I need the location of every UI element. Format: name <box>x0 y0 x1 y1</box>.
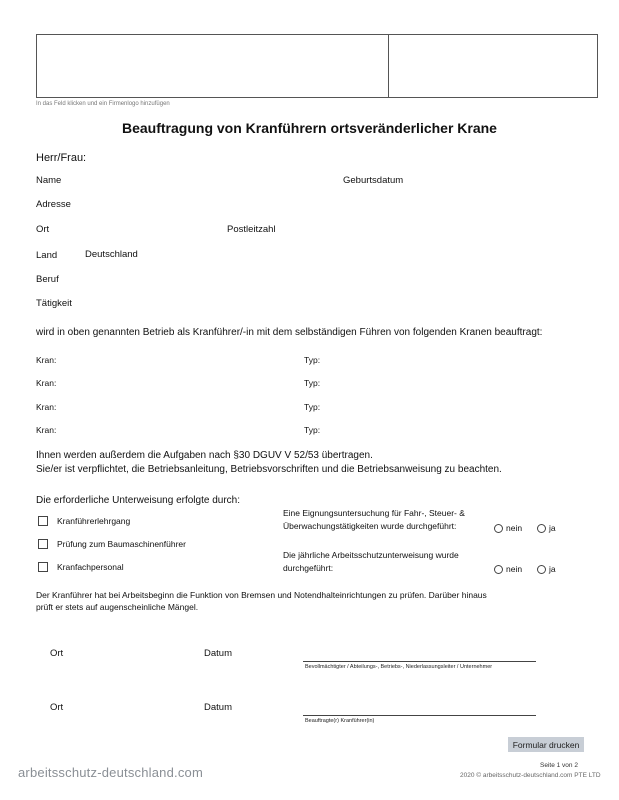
type-label: Typ: <box>304 425 321 435</box>
city-label: Ort <box>36 224 50 235</box>
annual-text-2: durchgeführt: <box>283 563 334 573</box>
address-label: Adresse <box>36 199 71 210</box>
checkbox-machine-exam[interactable] <box>38 539 48 549</box>
name-label: Name <box>36 175 62 186</box>
page-number: Seite 1 von 2 <box>540 762 578 769</box>
birthdate-label: Geburtsdatum <box>343 175 404 186</box>
checkbox-crane-course[interactable] <box>38 516 48 526</box>
crane-label: Kran: <box>36 402 57 412</box>
crane-label: Kran: <box>36 355 57 365</box>
radio-annual-yes[interactable] <box>537 565 546 574</box>
brake-text-2: prüft er stets auf augenscheinliche Mängel. <box>36 602 199 612</box>
sig1-caption: Bevollmächtigter / Abteilungs-, Betriebs-, Niederlassungsleiter / Unternehmer <box>305 664 493 670</box>
fitness-text-2: Überwachungstätigkeiten wurde durchgeführt: <box>283 521 457 531</box>
page-title: Beauftragung von Kranführern ortsveränderlicher Krane <box>122 120 497 136</box>
birthdate-field[interactable] <box>410 174 560 186</box>
brand-logo: arbeitsschutz-deutschland.com <box>18 765 204 780</box>
copyright: 2020 © arbeitsschutz-deutschland.com PTE LTD <box>460 772 601 779</box>
type-label: Typ: <box>304 402 321 412</box>
logo-hint: In das Feld klicken und ein Firmenlogo hinzufügen <box>36 101 170 107</box>
address-field[interactable] <box>90 198 540 210</box>
logo-box-divider <box>388 34 389 98</box>
sig2-date-label: Datum <box>204 702 232 713</box>
sig2-caption: Beauftragte(r) Kranführer(in) <box>305 718 375 724</box>
no-label: nein <box>506 523 523 533</box>
type-label: Typ: <box>304 355 321 365</box>
no-label: nein <box>506 564 523 574</box>
print-form-button[interactable]: Formular drucken <box>508 737 584 752</box>
zip-field[interactable] <box>285 223 405 235</box>
sig1-date-label: Datum <box>204 648 232 659</box>
yes-label: ja <box>549 564 556 574</box>
job-label: Beruf <box>36 274 59 285</box>
sig1-line <box>303 661 536 662</box>
sig2-place-label: Ort <box>50 702 64 713</box>
brake-text-1: Der Kranführer hat bei Arbeitsbeginn die Funktion von Bremsen und Notendhalteinrichtungen zu prüfen. Darüber hinaus <box>36 590 487 600</box>
country-label: Land <box>36 250 58 261</box>
activity-label: Tätigkeit <box>36 298 72 309</box>
yes-label: ja <box>549 523 556 533</box>
job-field[interactable] <box>90 273 540 285</box>
duties-line-2: Sie/er ist verpflichtet, die Betriebsanleitung, Betriebsvorschriften und die Betriebsanweisung zu beachten. <box>36 464 502 475</box>
city-field[interactable] <box>90 223 210 235</box>
activity-field[interactable] <box>90 297 540 309</box>
duties-line-1: Ihnen werden außerdem die Aufgaben nach §30 DGUV V 52/53 übertragen. <box>36 450 373 461</box>
sig1-place-label: Ort <box>50 648 64 659</box>
fitness-text-1: Eine Eignungsuntersuchung für Fahr-, Steuer- & <box>283 508 465 518</box>
crane-label: Kran: <box>36 425 57 435</box>
option-label: Prüfung zum Baumaschinenführer <box>57 539 186 549</box>
person-heading: Herr/Frau: <box>36 152 87 164</box>
annual-text-1: Die jährliche Arbeitsschutzunterweisung wurde <box>283 550 459 560</box>
option-label: Kranführerlehrgang <box>57 516 131 526</box>
crane-label: Kran: <box>36 378 57 388</box>
assignment-text: wird in oben genannten Betrieb als Kranführer/-in mit dem selbständigen Führen von folgenden Kranen beauftragt: <box>36 327 543 338</box>
radio-annual-no[interactable] <box>494 565 503 574</box>
country-value[interactable]: Deutschland <box>85 249 138 260</box>
sig2-line <box>303 715 536 716</box>
radio-fitness-no[interactable] <box>494 524 503 533</box>
option-label: Kranfachpersonal <box>57 562 124 572</box>
checkbox-crane-staff[interactable] <box>38 562 48 572</box>
instruction-heading: Die erforderliche Unterweisung erfolgte durch: <box>36 495 240 506</box>
zip-label: Postleitzahl <box>227 224 276 235</box>
logo-field[interactable] <box>36 34 598 98</box>
radio-fitness-yes[interactable] <box>537 524 546 533</box>
name-field[interactable] <box>90 174 330 186</box>
type-label: Typ: <box>304 378 321 388</box>
